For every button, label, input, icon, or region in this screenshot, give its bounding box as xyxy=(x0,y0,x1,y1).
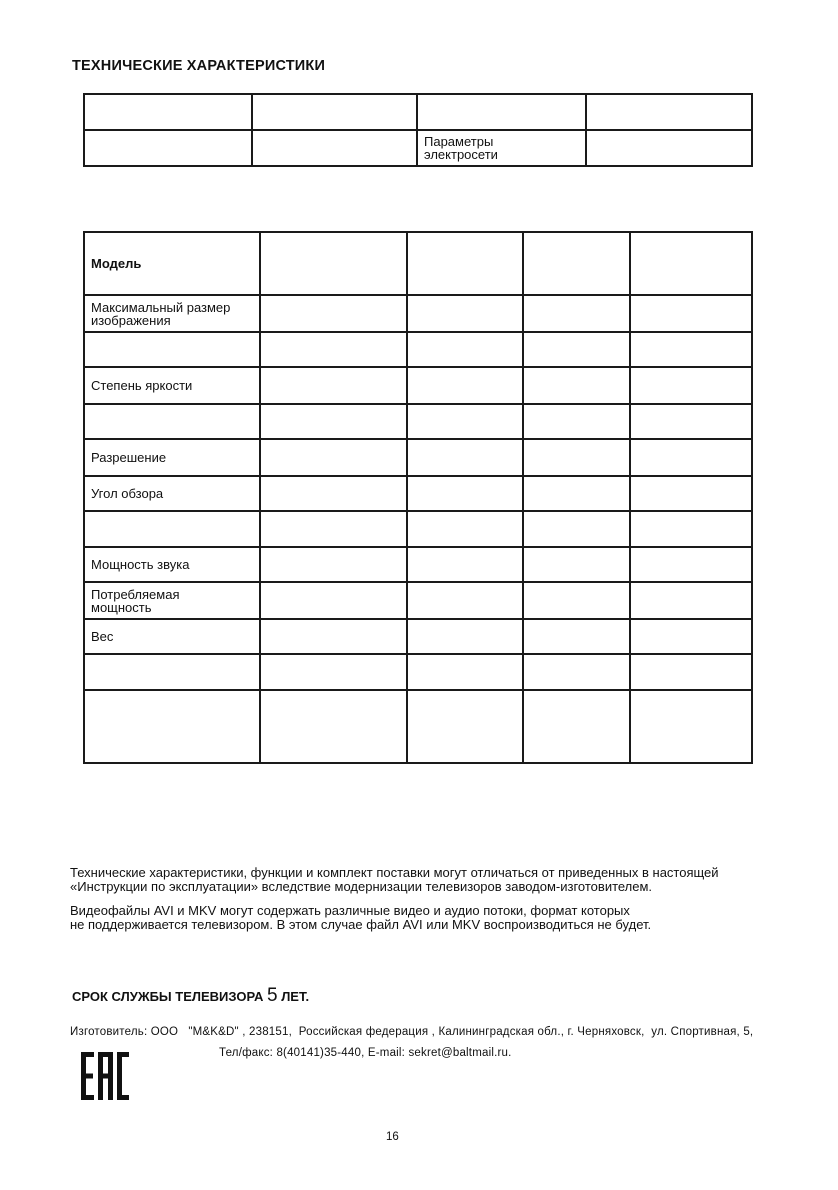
table-cell xyxy=(417,94,586,130)
spec-label-cell xyxy=(84,654,260,690)
spec-value-cell xyxy=(407,619,523,654)
spec-value-cell xyxy=(630,367,752,404)
disclaimer-line-1: Технические характеристики, функции и комплект поставки могут отличаться от приведенных в настоящей xyxy=(70,865,719,880)
manufacturer-contacts: Тел/факс: 8(40141)35-440, E-mail: sekret@baltmail.ru. xyxy=(219,1047,512,1059)
spec-value-cell xyxy=(523,511,630,547)
spec-value-cell xyxy=(407,332,523,367)
spec-value-cell xyxy=(523,295,630,332)
spec-value-cell xyxy=(407,582,523,619)
service-life-prefix: СРОК СЛУЖБЫ ТЕЛЕВИЗОРА xyxy=(72,989,267,1004)
table-row xyxy=(84,404,752,439)
spec-label-cell: Степень яркости xyxy=(84,367,260,404)
page-number: 16 xyxy=(386,1131,399,1143)
spec-value-cell xyxy=(407,367,523,404)
spec-value-cell xyxy=(523,332,630,367)
spec-value-cell xyxy=(523,476,630,511)
spec-value-cell xyxy=(630,439,752,476)
spec-value-cell xyxy=(523,654,630,690)
spec-value-cell xyxy=(630,476,752,511)
spec-value-cell xyxy=(523,404,630,439)
spec-value-cell xyxy=(260,547,407,582)
spec-value-cell xyxy=(260,332,407,367)
spec-value-cell xyxy=(630,582,752,619)
mains-parameters-label: Параметры электросети xyxy=(417,130,586,166)
spec-value-cell xyxy=(407,654,523,690)
table-row xyxy=(84,439,752,476)
table-cell xyxy=(84,130,252,166)
service-life-suffix: ЛЕТ. xyxy=(277,989,310,1004)
spec-value-cell xyxy=(630,332,752,367)
spec-label-cell: Разрешение xyxy=(84,439,260,476)
spec-value-cell xyxy=(407,439,523,476)
spec-value-cell xyxy=(630,295,752,332)
table-cell xyxy=(84,94,252,130)
power-specs-table xyxy=(83,93,753,167)
table-row xyxy=(84,130,752,166)
spec-value-cell xyxy=(260,295,407,332)
spec-label-cell xyxy=(84,332,260,367)
spec-value-cell xyxy=(260,232,407,295)
video-note-line-1: Видеофайлы AVI и MKV могут содержать различные видео и аудио потоки, формат которых xyxy=(70,903,630,918)
service-life xyxy=(72,985,309,1007)
table-row xyxy=(84,332,752,367)
spec-value-cell xyxy=(523,367,630,404)
spec-value-cell xyxy=(523,582,630,619)
spec-value-cell xyxy=(407,547,523,582)
table-row xyxy=(84,94,752,130)
table-row xyxy=(84,690,752,763)
eac-mark-icon xyxy=(80,1051,130,1101)
table-row xyxy=(84,511,752,547)
spec-value-cell xyxy=(630,232,752,295)
page-title: ТЕХНИЧЕСКИЕ ХАРАКТЕРИСТИКИ xyxy=(72,58,326,74)
table-cell xyxy=(252,94,417,130)
spec-value-cell xyxy=(407,232,523,295)
spec-label-cell: Угол обзора xyxy=(84,476,260,511)
table-cell xyxy=(586,94,752,130)
table-row xyxy=(84,295,752,332)
spec-value-cell xyxy=(630,547,752,582)
spec-label-cell: Мощность звука xyxy=(84,547,260,582)
spec-label-cell: Вес xyxy=(84,619,260,654)
spec-label-cell xyxy=(84,404,260,439)
spec-value-cell xyxy=(523,547,630,582)
spec-value-cell xyxy=(407,404,523,439)
disclaimer-line-2: «Инструкции по эксплуатации» вследствие модернизации телевизоров заводом-изготовителем. xyxy=(70,879,653,894)
spec-value-cell xyxy=(260,619,407,654)
spec-value-cell xyxy=(260,476,407,511)
table-cell xyxy=(252,130,417,166)
spec-value-cell xyxy=(260,690,407,763)
spec-label-cell: Потребляемая мощность xyxy=(84,582,260,619)
spec-value-cell xyxy=(260,404,407,439)
spec-value-cell xyxy=(630,619,752,654)
spec-value-cell xyxy=(260,511,407,547)
table-row xyxy=(84,367,752,404)
spec-value-cell xyxy=(407,295,523,332)
manufacturer-address: Изготовитель: ООО "M&K&D" , 238151, Российская федерация , Калининградская обл., г. Черняховск, ул. Спортивная, 5, xyxy=(70,1026,754,1038)
spec-label-cell: Максимальный размер изображения xyxy=(84,295,260,332)
service-life-years: 5 xyxy=(267,985,278,1006)
spec-value-cell xyxy=(260,367,407,404)
spec-value-cell xyxy=(407,511,523,547)
spec-value-cell xyxy=(407,690,523,763)
spec-value-cell xyxy=(630,654,752,690)
spec-label-cell xyxy=(84,690,260,763)
spec-value-cell xyxy=(523,439,630,476)
spec-value-cell xyxy=(523,690,630,763)
spec-value-cell xyxy=(630,511,752,547)
table-row xyxy=(84,476,752,511)
video-note-line-2: не поддерживается телевизором. В этом случае файл AVI или MKV воспроизводиться не будет. xyxy=(70,917,652,932)
table-row xyxy=(84,582,752,619)
spec-label-cell: Модель xyxy=(84,232,260,295)
spec-value-cell xyxy=(523,232,630,295)
spec-value-cell xyxy=(260,654,407,690)
spec-value-cell xyxy=(260,582,407,619)
table-cell xyxy=(586,130,752,166)
spec-value-cell xyxy=(630,690,752,763)
spec-label-cell xyxy=(84,511,260,547)
table-row xyxy=(84,619,752,654)
model-specs-table xyxy=(83,231,753,764)
table-row xyxy=(84,654,752,690)
table-row xyxy=(84,547,752,582)
table-row xyxy=(84,232,752,295)
spec-value-cell xyxy=(407,476,523,511)
spec-value-cell xyxy=(260,439,407,476)
spec-value-cell xyxy=(630,404,752,439)
spec-value-cell xyxy=(523,619,630,654)
